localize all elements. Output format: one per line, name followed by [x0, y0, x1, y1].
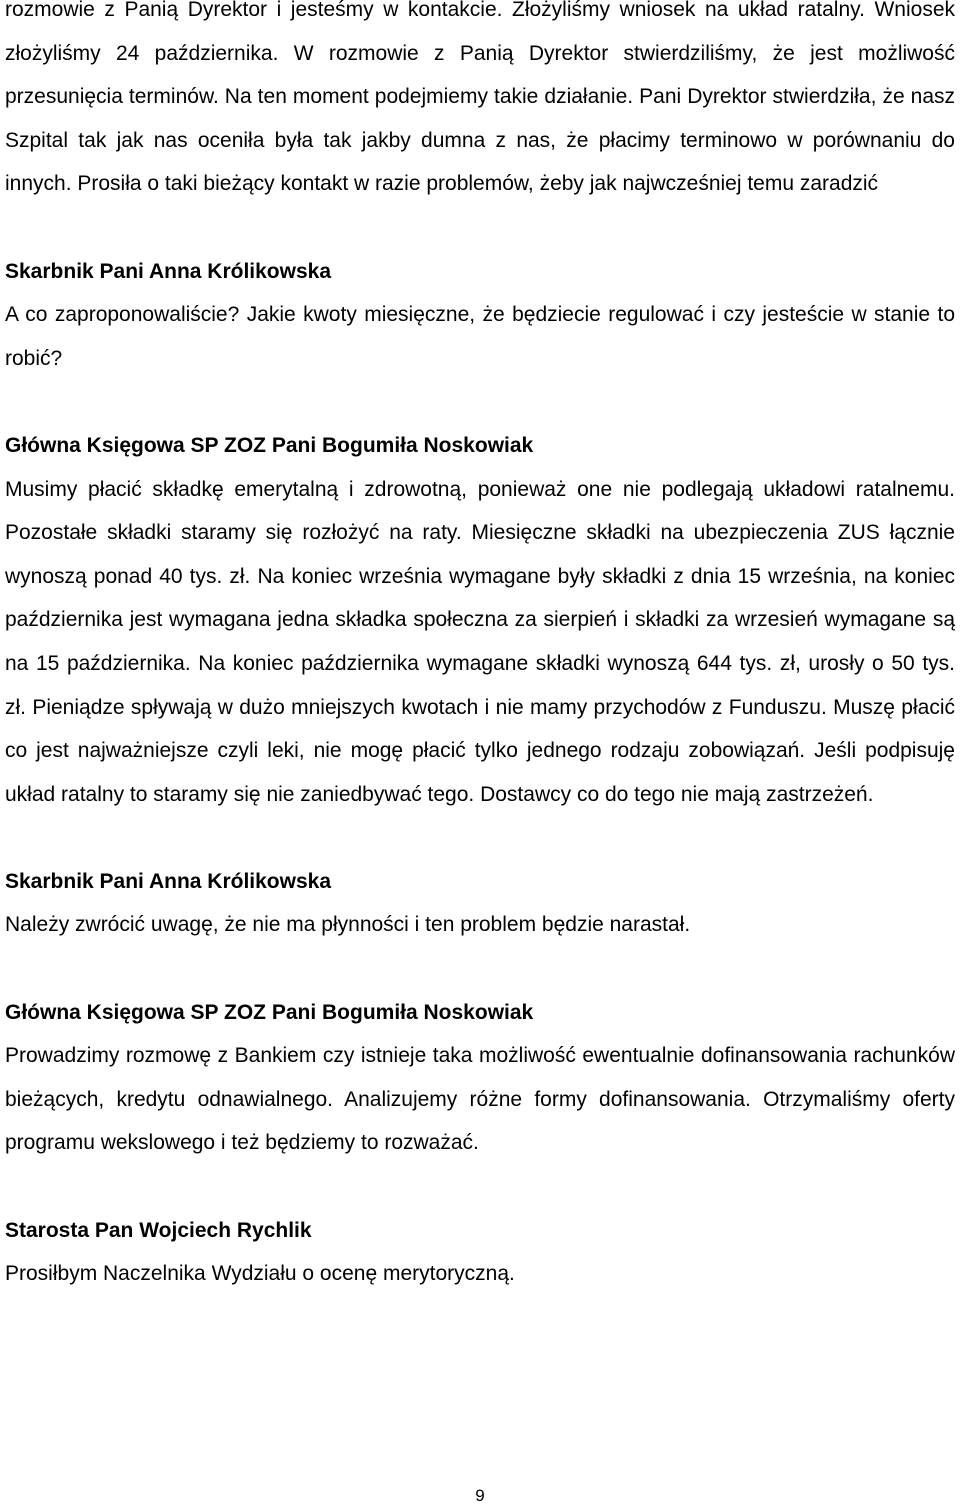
paragraph-intro: rozmowie z Panią Dyrektor i jesteśmy w kontakcie. Złożyliśmy wniosek na układ ratalny. Wniosek złożyliśmy 24 października. W rozmowie z Panią Dyrektor stwierdziliśmy, że jest możliwość przesunięcia terminów. Na ten moment podejmiemy takie działanie. Pani Dyrektor stwierdziła, że nasz Szpital tak jak nas oceniła była tak jakby dumna z nas, że płacimy terminowo w porównaniu do innych. Prosiła o taki bieżący kontakt w razie problemów, żeby jak najwcześniej temu zaradzić: [5, 0, 955, 196]
paragraph-spacer: [5, 380, 955, 424]
paragraph-spacer: [5, 816, 955, 860]
speaker-name: Starosta Pan Wojciech Rychlik: [5, 1218, 312, 1242]
speech-paragraph: Prowadzimy rozmowę z Bankiem czy istnieje taka możliwość ewentualnie dofinansowania rachunków bieżących, kredytu odnawialnego. Analizujemy różne formy dofinansowania. Otrzymaliśmy oferty programu wekslowego i też będziemy to rozważać.: [5, 1044, 955, 1155]
speech-paragraph: Prosiłbym Naczelnika Wydziału o ocenę merytoryczną.: [5, 1262, 515, 1286]
speaker-name: Skarbnik Pani Anna Królikowska: [5, 259, 331, 283]
document-page: [5, 0, 955, 1296]
speaker-name: Główna Księgowa SP ZOZ Pani Bogumiła Noskowiak: [5, 1000, 534, 1024]
speaker-name: Skarbnik Pani Anna Królikowska: [5, 869, 331, 893]
speech-paragraph: A co zaproponowaliście? Jakie kwoty miesięczne, że będziecie regulować i czy jesteście w stanie to robić?: [5, 303, 955, 370]
speaker-name: Główna Księgowa SP ZOZ Pani Bogumiła Noskowiak: [5, 433, 534, 457]
paragraph-spacer: [5, 1165, 955, 1209]
paragraph-spacer: [5, 947, 955, 991]
speech-paragraph: Należy zwrócić uwagę, że nie ma płynności i ten problem będzie narastał.: [5, 913, 691, 937]
paragraph-spacer: [5, 206, 955, 250]
speech-paragraph: Musimy płacić składkę emerytalną i zdrowotną, ponieważ one nie podlegają układowi ratalnemu. Pozostałe składki staramy się rozłożyć na raty. Miesięczne składki na ubezpieczenia ZUS łącznie wynoszą ponad 40 tys. zł. Na koniec września wymagane były składki z dnia 15 września, na koniec października jest wymagana jedna składka społeczna za sierpień i składki za wrzesień wymagane są na 15 października. Na koniec października wymagane składki wynoszą 644 tys. zł, urosły o 50 tys. zł. Pieniądze spływają w dużo mniejszych kwotach i nie mamy przychodów z Funduszu. Muszę płacić co jest najważniejsze czyli leki, nie mogę płacić tylko jednego rodzaju zobowiązań. Jeśli podpisuję układ ratalny to staramy się nie zaniedbywać tego. Dostawcy co do tego nie mają zastrzeżeń.: [5, 477, 955, 806]
page-number: 9: [475, 1486, 485, 1505]
